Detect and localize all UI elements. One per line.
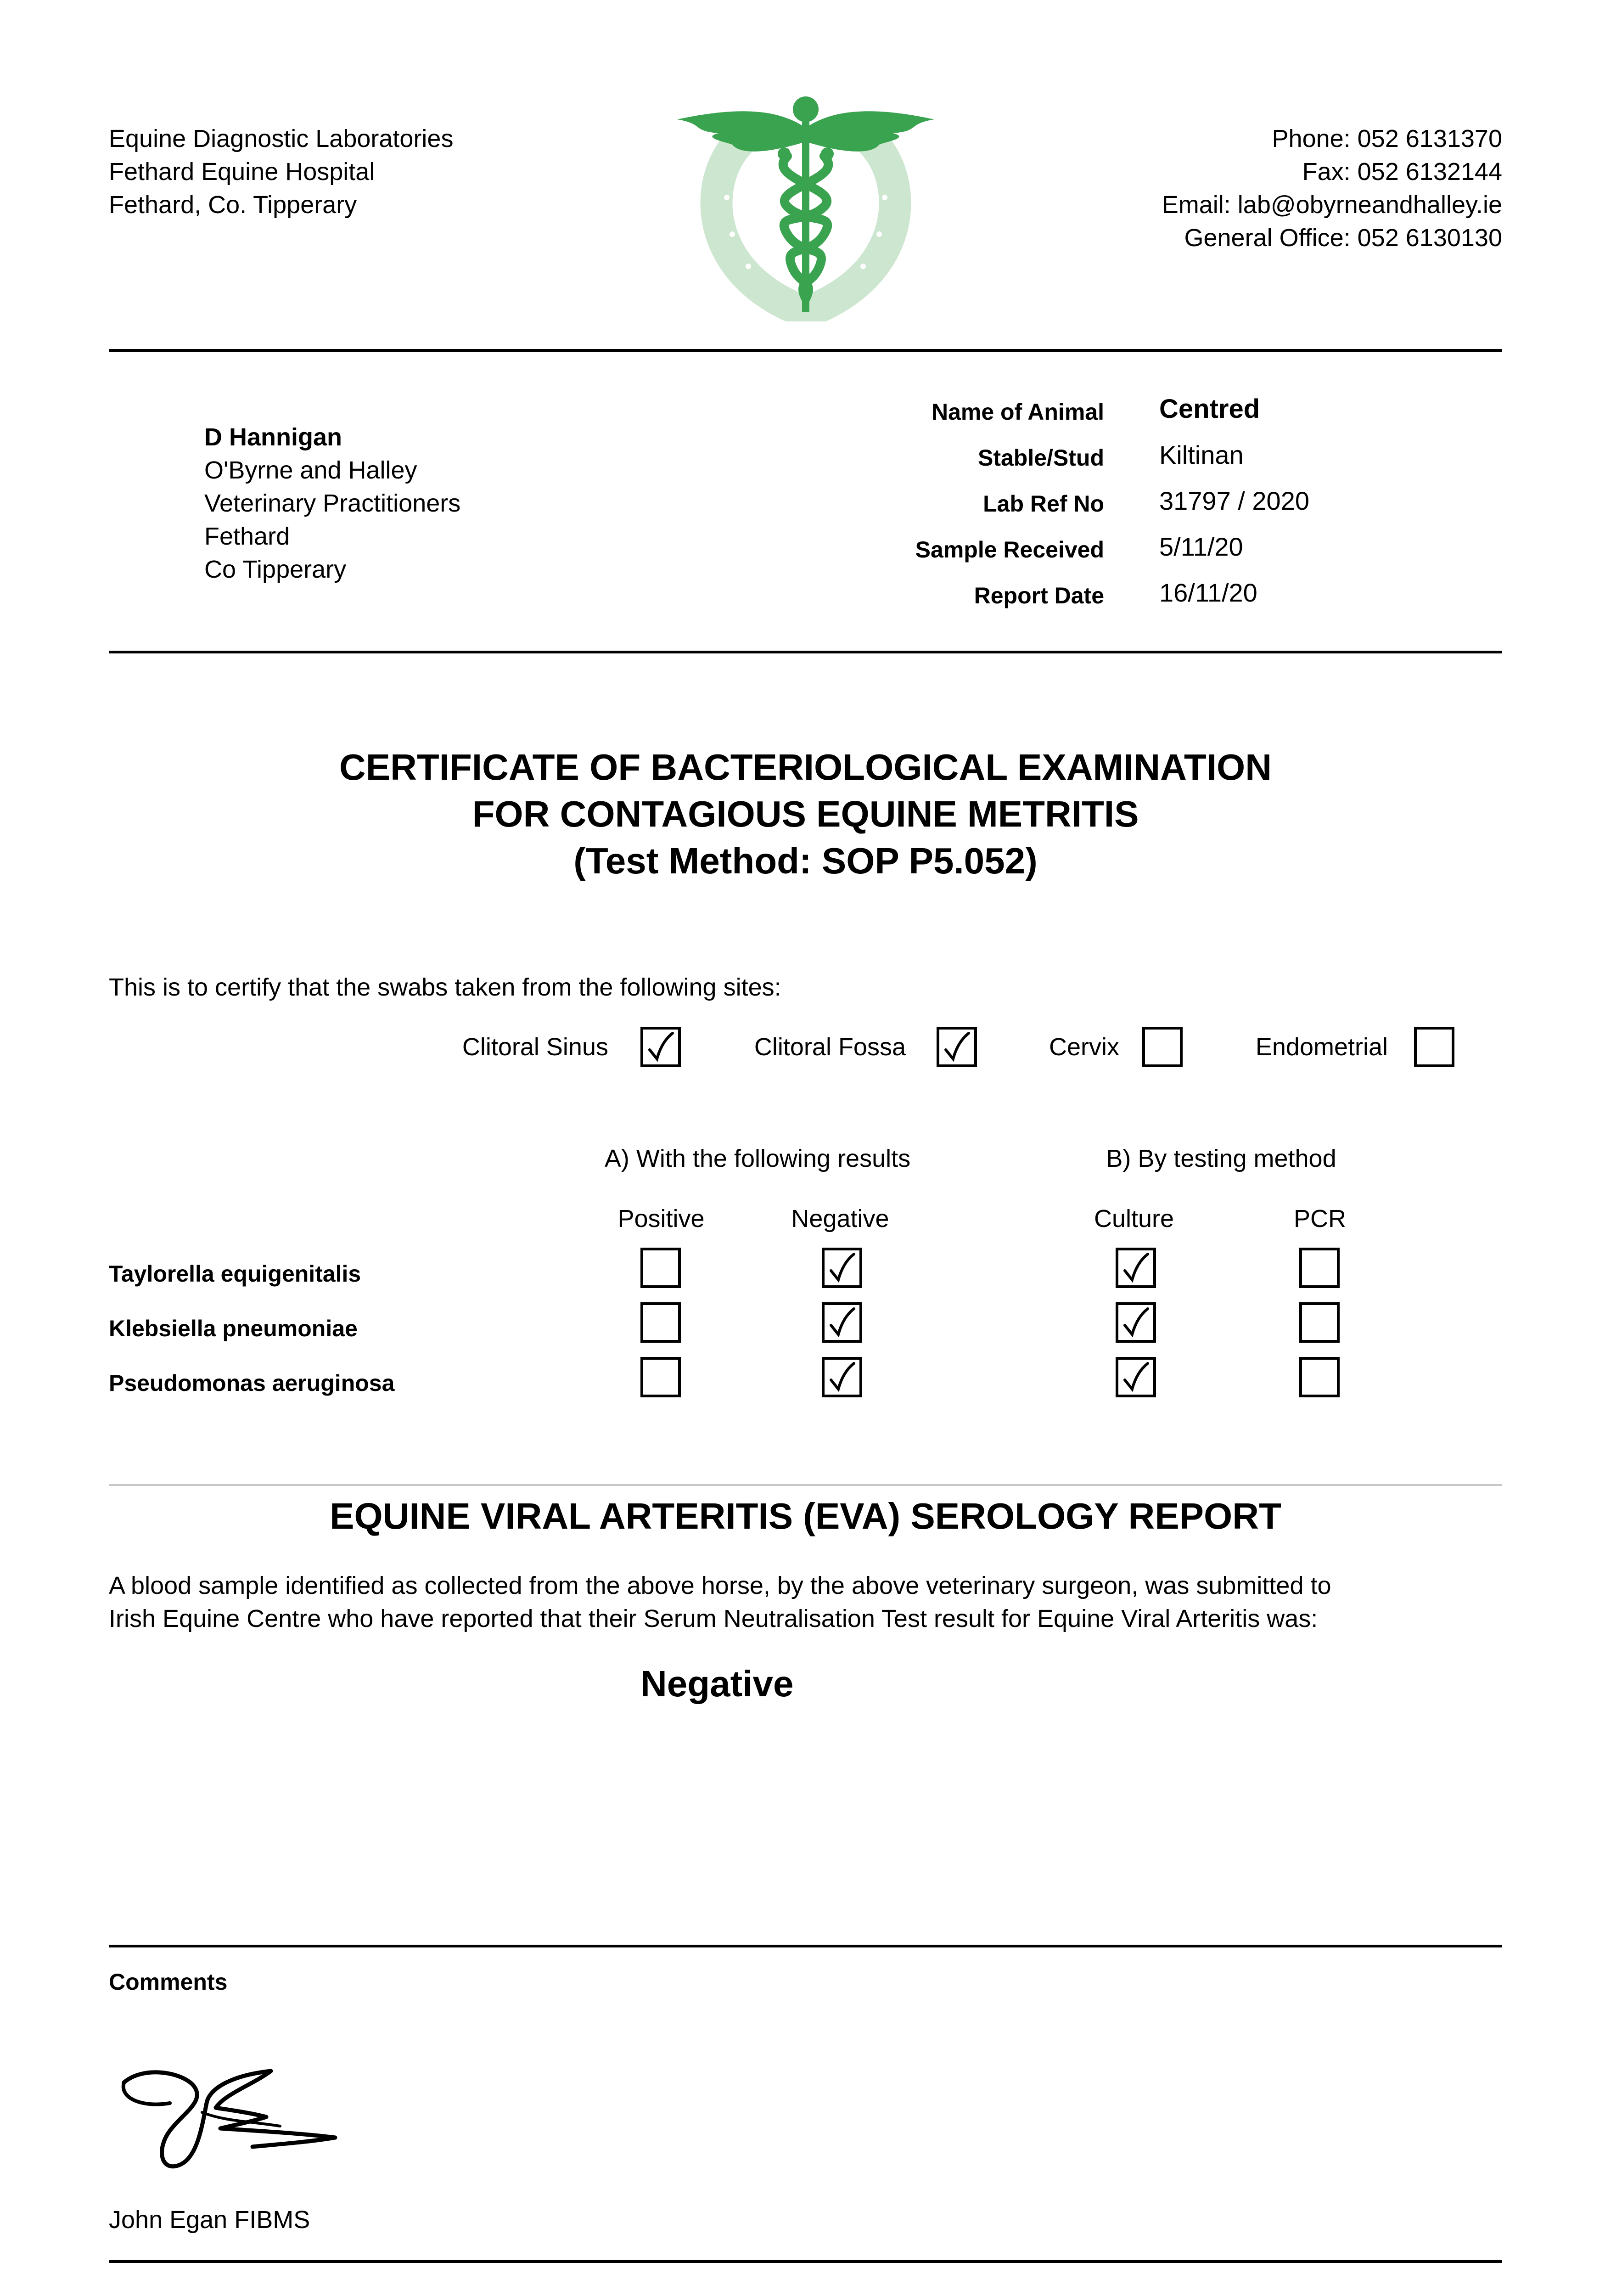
recipient-line: O'Byrne and Halley: [204, 456, 417, 484]
site-checkbox-endometrial[interactable]: [1414, 1027, 1454, 1067]
site-checkbox-cervix[interactable]: [1142, 1027, 1183, 1067]
recipient-line: Veterinary Practitioners: [204, 490, 461, 517]
certificate-title-line: FOR CONTAGIOUS EQUINE METRITIS: [472, 793, 1139, 834]
header-divider: [109, 349, 1502, 352]
contact-email: Email: lab@obyrneandhalley.ie: [1162, 191, 1502, 219]
animal-field-row: [872, 439, 1469, 484]
details-divider: [109, 651, 1502, 653]
caduceus-horseshoe-logo: [673, 92, 939, 321]
report-date-value: 16/11/20: [1159, 578, 1257, 607]
site-checkbox-clitoral-sinus[interactable]: [640, 1027, 681, 1067]
column-negative: Negative: [791, 1205, 889, 1232]
certificate-title-line: CERTIFICATE OF BACTERIOLOGICAL EXAMINATION: [339, 747, 1272, 788]
certificate-title-line: (Test Method: SOP P5.052): [573, 840, 1038, 881]
contact-phone: Phone: 052 6131370: [1272, 125, 1502, 152]
checkbox-klebsiella-pcr[interactable]: [1299, 1302, 1340, 1343]
eva-text-line: A blood sample identified as collected from the above horse, by the above veterinary surgeon, was submitted to: [109, 1572, 1331, 1599]
animal-field-row: [872, 530, 1469, 576]
column-pcr: PCR: [1293, 1205, 1346, 1232]
recipient-line: Fethard: [204, 523, 290, 550]
lab-address-line: Equine Diagnostic Laboratories: [109, 125, 454, 152]
animal-field-row: [872, 393, 1469, 439]
report-date-label: Report Date: [974, 583, 1104, 608]
footer-divider: [109, 2260, 1502, 2263]
method-heading: B) By testing method: [1106, 1145, 1336, 1172]
lab-ref-label: Lab Ref No: [983, 491, 1104, 517]
animal-name-label: Name of Animal: [931, 399, 1104, 425]
eva-result: Negative: [640, 1663, 794, 1704]
sample-received-value: 5/11/20: [1159, 532, 1243, 561]
eva-divider: [109, 1484, 1502, 1486]
checkmark-icon: [942, 1031, 971, 1064]
checkbox-taylorella-negative[interactable]: [822, 1248, 862, 1288]
checkbox-taylorella-positive[interactable]: [640, 1248, 681, 1288]
certificate-intro: This is to certify that the swabs taken from the following sites:: [109, 974, 781, 1001]
organism-pseudomonas: Pseudomonas aeruginosa: [109, 1370, 395, 1396]
lab-contact: [1162, 122, 1502, 254]
eva-text-line: Irish Equine Centre who have reported that their Serum Neutralisation Test result for Equine Viral Arteritis was:: [109, 1605, 1318, 1632]
recipient-address: [204, 421, 460, 586]
site-label-endometrial: Endometrial: [1255, 1033, 1388, 1061]
checkmark-icon: [827, 1307, 857, 1339]
site-label-clitoral-sinus: Clitoral Sinus: [462, 1033, 608, 1061]
site-label-clitoral-fossa: Clitoral Fossa: [754, 1033, 906, 1061]
animal-name-value: Centred: [1159, 394, 1260, 424]
checkmark-icon: [646, 1031, 675, 1064]
checkbox-klebsiella-positive[interactable]: [640, 1302, 681, 1343]
lab-address: [109, 122, 453, 221]
recipient-name: D Hannigan: [204, 423, 342, 451]
checkbox-taylorella-pcr[interactable]: [1299, 1248, 1340, 1288]
lab-address-line: Fethard Equine Hospital: [109, 158, 375, 186]
checkmark-icon: [1121, 1252, 1151, 1284]
recipient-line: Co Tipperary: [204, 556, 347, 583]
signatory-name: John Egan FIBMS: [109, 2206, 310, 2234]
column-positive: Positive: [617, 1205, 705, 1232]
checkbox-pseudomonas-positive[interactable]: [640, 1357, 681, 1397]
stable-stud-value: Kiltinan: [1159, 440, 1244, 469]
contact-general-office: General Office: 052 6130130: [1184, 224, 1502, 252]
checkbox-pseudomonas-negative[interactable]: [822, 1357, 862, 1397]
checkbox-klebsiella-negative[interactable]: [822, 1302, 862, 1343]
contact-fax: Fax: 052 6132144: [1302, 158, 1502, 186]
animal-field-row: [872, 576, 1469, 622]
lab-ref-value: 31797 / 2020: [1159, 486, 1309, 515]
results-heading: A) With the following results: [604, 1145, 911, 1172]
checkmark-icon: [827, 1362, 857, 1394]
lab-address-line: Fethard, Co. Tipperary: [109, 191, 357, 219]
comments-label: Comments: [109, 1969, 228, 1995]
site-label-cervix: Cervix: [1049, 1033, 1119, 1061]
site-checkbox-clitoral-fossa[interactable]: [937, 1027, 977, 1067]
animal-field-row: [872, 484, 1469, 530]
certificate-title: [109, 744, 1502, 884]
eva-text: [109, 1569, 1331, 1635]
organism-taylorella: Taylorella equigenitalis: [109, 1261, 361, 1287]
stable-stud-label: Stable/Stud: [977, 445, 1104, 471]
checkbox-pseudomonas-pcr[interactable]: [1299, 1357, 1340, 1397]
column-culture: Culture: [1094, 1205, 1174, 1232]
sample-received-label: Sample Received: [915, 537, 1104, 563]
checkbox-klebsiella-culture[interactable]: [1116, 1302, 1156, 1343]
signature: [115, 2057, 344, 2177]
comments-divider: [109, 1945, 1502, 1947]
checkbox-pseudomonas-culture[interactable]: [1116, 1357, 1156, 1397]
eva-title: EQUINE VIRAL ARTERITIS (EVA) SEROLOGY REPORT: [330, 1496, 1281, 1536]
checkmark-icon: [1121, 1362, 1151, 1394]
checkmark-icon: [1121, 1307, 1151, 1339]
organism-klebsiella: Klebsiella pneumoniae: [109, 1316, 358, 1341]
checkbox-taylorella-culture[interactable]: [1116, 1248, 1156, 1288]
checkmark-icon: [827, 1252, 857, 1284]
